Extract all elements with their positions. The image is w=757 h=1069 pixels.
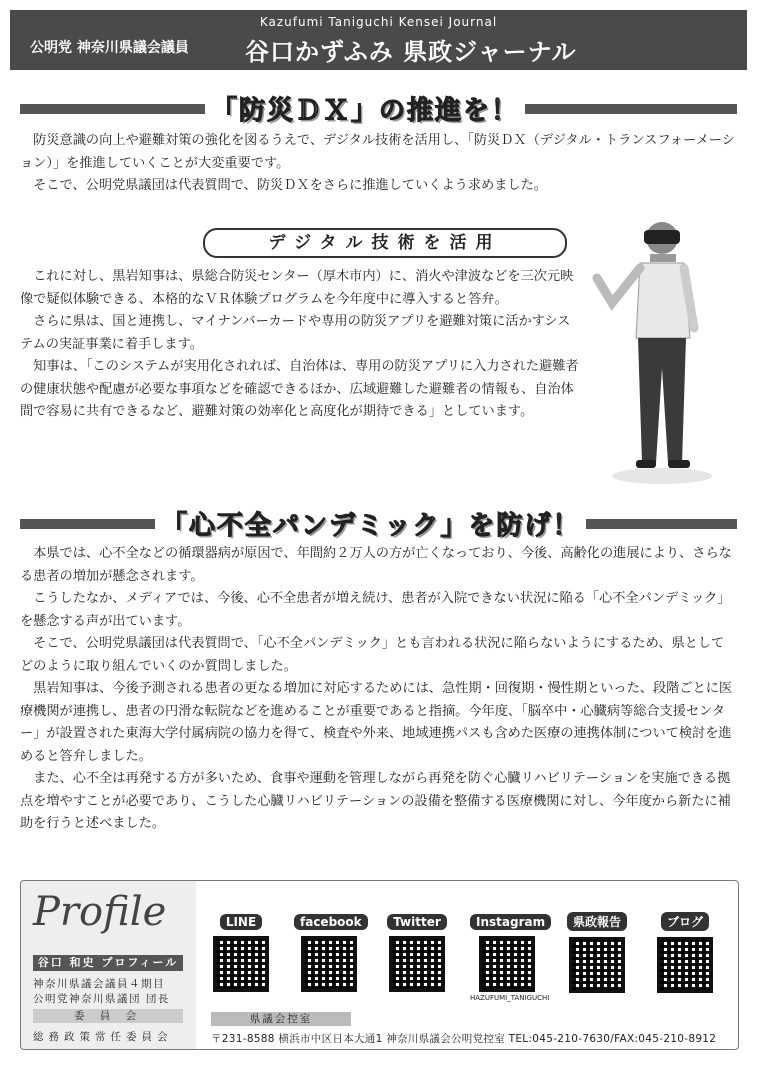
paragraph: 黒岩知事は、今後予測される患者の更なる増加に対応するためには、急性期・回復期・慢性期といった、段階ごとに医療機関が連携し、患者の円滑な転院などを進めることが重要であると指摘。今年度、「脳卒中・心臓病等総合支援センター」が設置された東海大学付属病院の協力を得て、検査や外来、地域連携パスも含めた医療の連携体制について検討を進めると答弁しました。 <box>20 681 733 764</box>
journal-title: 谷口かずふみ 県政ジャーナル <box>245 38 577 66</box>
english-title: Kazufumi Taniguchi Kensei Journal <box>259 15 498 29</box>
profile-box <box>20 880 739 1050</box>
profile-line-2: 公明党神奈川県議団 団長 <box>33 993 170 1005</box>
paragraph: そこで、公明党県議団は代表質問で、「心不全パンデミック」とも言われる状況に陥らないようにするため、県としてどのように取り組んでいくのか質問しました。 <box>20 636 725 674</box>
section2-heading-text: 「心不全パンデミック」を防げ！ <box>155 505 586 542</box>
sns-label: 県政報告 <box>567 912 627 931</box>
qr-code-icon[interactable] <box>213 936 269 992</box>
party-role: 公明党 神奈川県議会議員 <box>30 40 189 56</box>
sns-label: Instagram <box>470 914 551 930</box>
sns-kensei-report[interactable] <box>562 911 632 993</box>
sns-twitter[interactable] <box>382 911 452 992</box>
committee-name: 総務政策常任委員会 <box>33 1031 173 1043</box>
paragraph: 知事は、「このシステムが実用化されれば、自治体は、専用の防災アプリに入力された避難者の健康状態や配慮が必要な事項などを確認できるほか、広域避難した避難者の情報も、自治体間で容易に共有できるなど、避難対策の効率化と高度化が期待できる」としています。 <box>20 359 579 419</box>
qr-code-icon[interactable] <box>479 936 535 992</box>
section1-heading-text: 「防災ＤＸ」の推進を！ <box>205 90 525 127</box>
qr-code-icon[interactable] <box>569 937 625 993</box>
section2-body <box>20 543 737 836</box>
sns-label: LINE <box>220 914 262 930</box>
sns-blog[interactable] <box>650 911 720 993</box>
subheading-pill: デジタル技術を活用 <box>203 228 567 258</box>
section1-body <box>20 266 580 424</box>
profile-line-1: 神奈川県議会議員４期目 <box>33 978 165 990</box>
committee-tag: 委 員 会 <box>33 1009 183 1023</box>
qr-code-icon[interactable] <box>301 936 357 992</box>
sns-label: facebook <box>294 914 368 930</box>
paragraph: こうしたなか、メディアでは、今後、心不全患者が増え続け、患者が入院できない状況に陥る「心不全パンデミック」を懸念する声が出ています。 <box>20 591 731 629</box>
sns-facebook[interactable] <box>294 911 364 992</box>
paragraph: さらに県は、国と連携し、マイナンバーカードや専用の防災アプリを避難対策に活かすシステムの実証事業に着手します。 <box>20 314 571 352</box>
instagram-handle: HAZUFUMI_TANIGUCHI <box>470 994 550 1002</box>
sns-instagram[interactable] <box>470 911 550 1002</box>
office-address: 〒231-8588 横浜市中区日本大通1 神奈川県議会公明党控室 TEL:045-210-7630/FAX:045-210-8912 <box>211 1033 717 1045</box>
sns-line[interactable] <box>206 911 276 992</box>
profile-panel <box>21 881 196 1049</box>
vr-person-illustration <box>582 208 732 488</box>
profile-logo: Profile <box>33 889 167 935</box>
qr-code-icon[interactable] <box>389 936 445 992</box>
name-tag: 谷口 和史 プロフィール <box>33 955 183 971</box>
qr-code-icon[interactable] <box>657 937 713 993</box>
section2-heading <box>20 505 737 539</box>
paragraph: また、心不全は再発する方が多いため、食事や運動を管理しながら再発を防ぐ心臓リハビリテーションを実施できる拠点を増やすことが必要であり、こうした心臓リハビリテーションの設備を整備する医療機関に対し、今年度から新たに補助を行うと述べました。 <box>20 771 731 831</box>
paragraph: そこで、公明党県議団は代表質問で、防災ＤＸをさらに推進していくよう求めました。 <box>20 178 547 193</box>
masthead <box>10 10 747 70</box>
section1-heading <box>20 90 737 124</box>
paragraph: これに対し、黒岩知事は、県総合防災センター（厚木市内）に、消火や津波などを三次元映像で疑似体験できる、本格的なＶＲ体験プログラムを今年度中に導入すると答弁。 <box>20 269 574 307</box>
paragraph: 防災意識の向上や避難対策の強化を図るうえで、デジタル技術を活用し、「防災ＤＸ（デジタル・トランスフォーメーション）」を推進していくことが大変重要です。 <box>20 133 735 171</box>
sns-label: ブログ <box>661 912 709 931</box>
section1-intro <box>20 130 737 198</box>
paragraph: 本県では、心不全などの循環器病が原因で、年間約２万人の方が亡くなっており、今後、高齢化の進展により、さらなる患者の増加が懸念されます。 <box>20 546 732 584</box>
sns-label: Twitter <box>387 914 447 930</box>
office-tag: 県議会控室 <box>211 1012 351 1026</box>
